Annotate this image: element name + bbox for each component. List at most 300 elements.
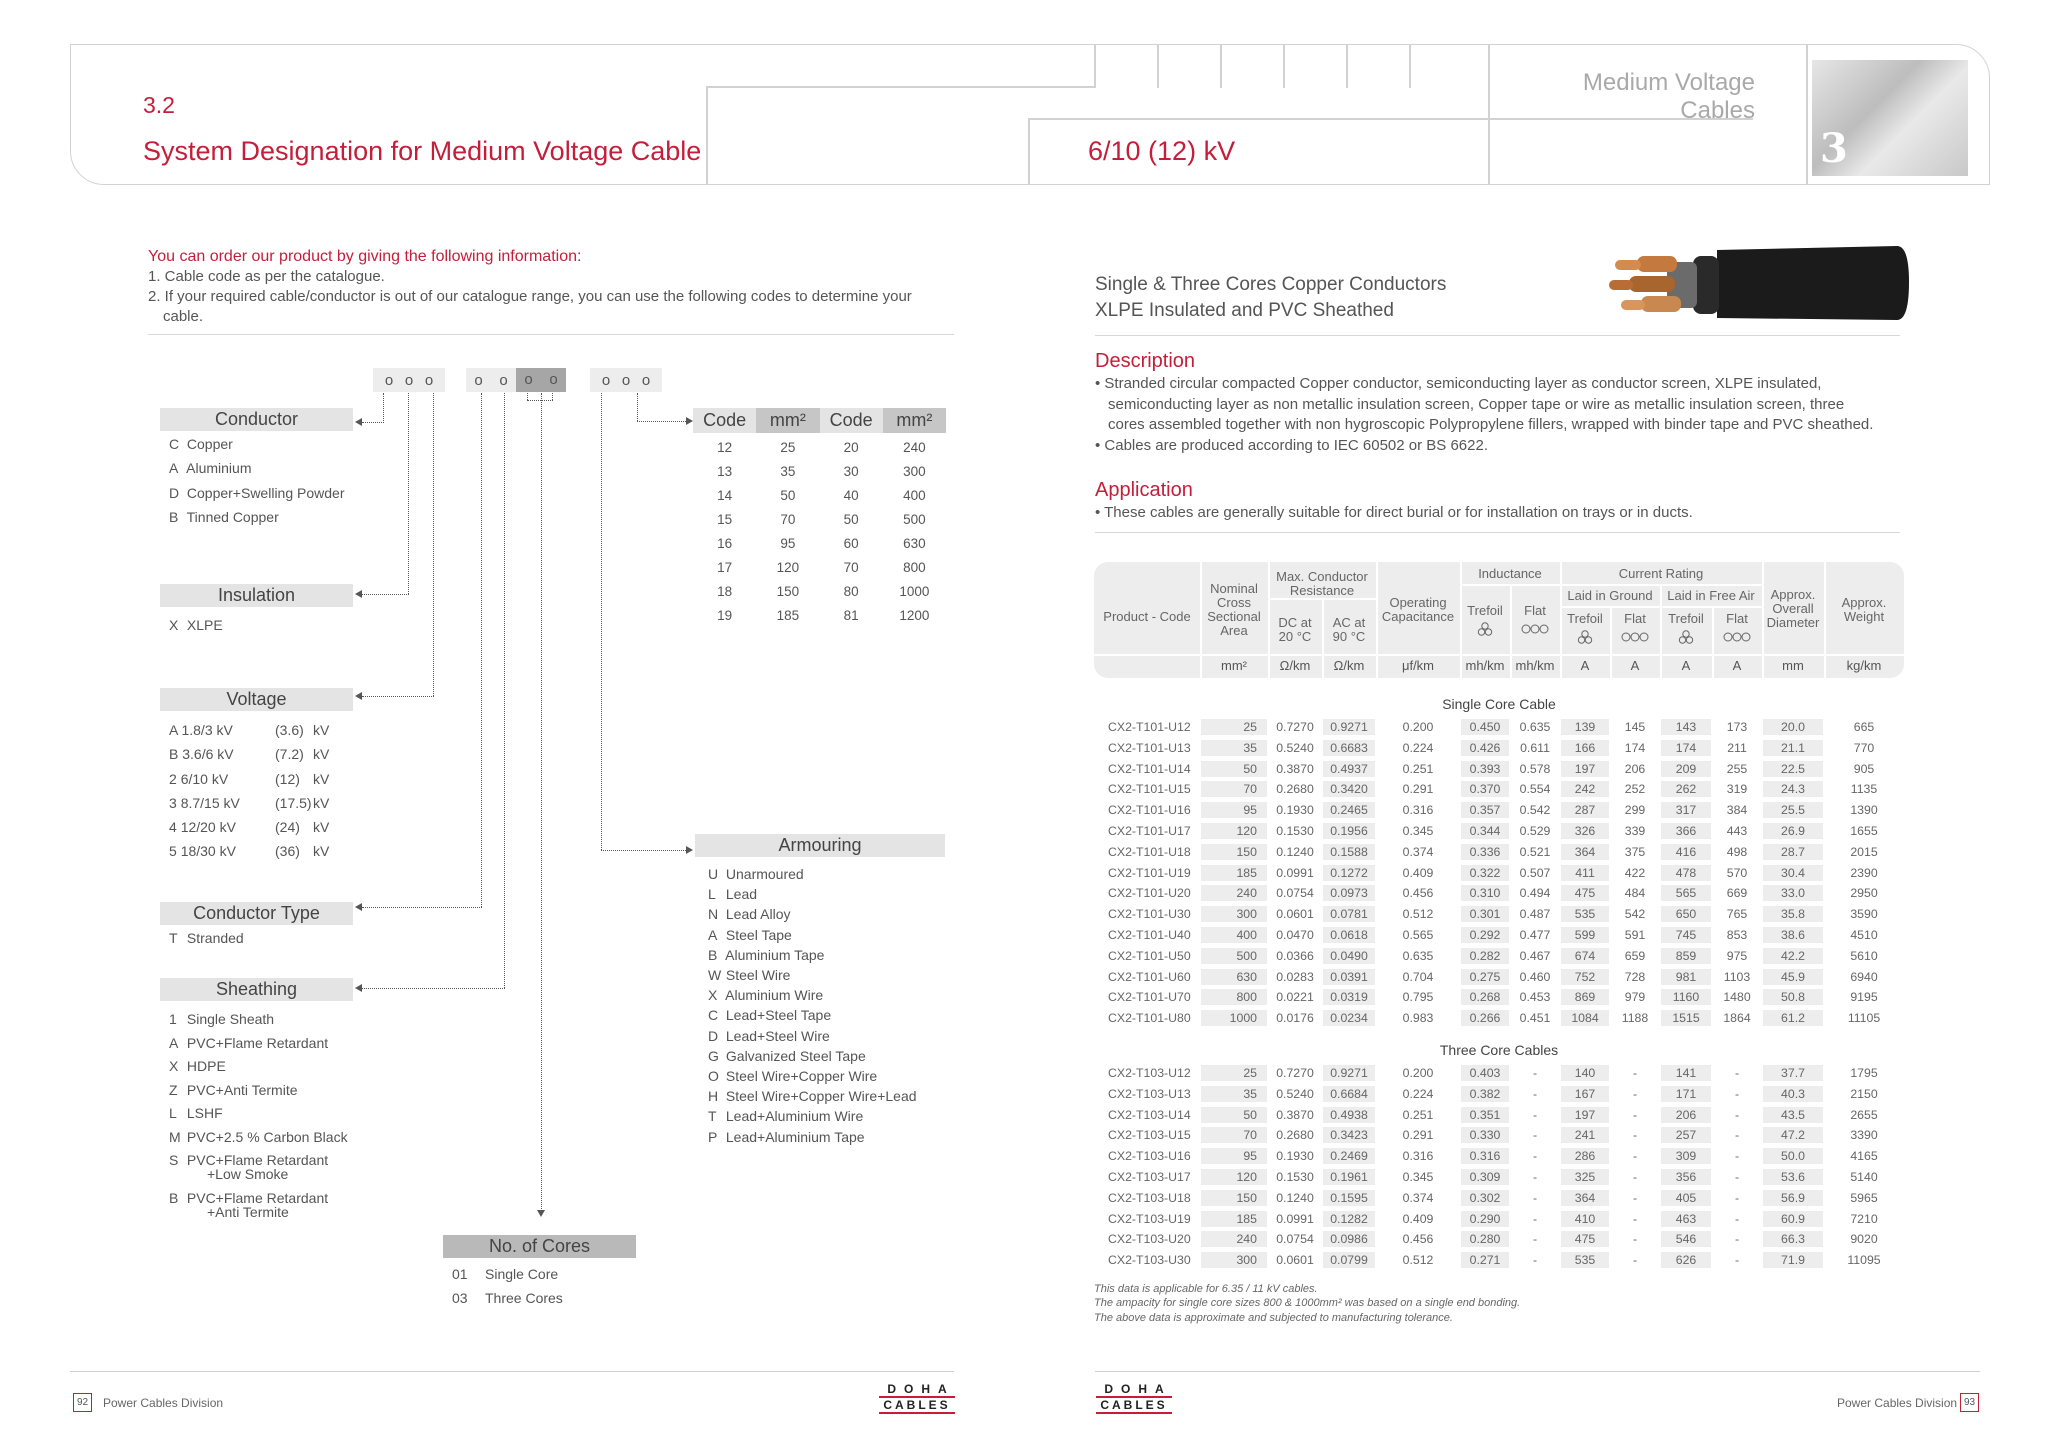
table-notes — [1094, 1282, 1520, 1325]
list-item — [708, 945, 917, 965]
flat-formation-icon — [1723, 632, 1751, 642]
table-cell: 141 — [1661, 1065, 1711, 1081]
table-cell: 0.282 — [1461, 948, 1509, 964]
unit-cell: A — [1681, 658, 1691, 673]
table-cell: 752 — [1561, 969, 1609, 985]
armouring-list — [708, 864, 917, 1147]
table-cell: CX2-T103-U12 — [1108, 1066, 1191, 1080]
table-cell: 422 — [1624, 865, 1646, 880]
list-item: 1 Single Sheath — [169, 1011, 275, 1027]
table-cell: CX2-T101-U17 — [1108, 824, 1191, 838]
header-current-rating: Current Rating — [1618, 566, 1704, 581]
table-cell: 364 — [1561, 844, 1609, 860]
table-cell: 0.266 — [1461, 1010, 1509, 1026]
trefoil-formation-icon — [1678, 630, 1694, 644]
table-row — [693, 532, 946, 556]
list-item-label: Lead+Aluminium Wire — [725, 1108, 864, 1125]
list-item-label: Lead Alloy — [725, 906, 791, 923]
unit-cell: μf/km — [1401, 658, 1435, 673]
table-cell: 405 — [1661, 1190, 1711, 1206]
table-cell: 0.529 — [1519, 824, 1551, 838]
header-flat: Flat — [1726, 611, 1748, 626]
table-cell: 384 — [1726, 803, 1748, 818]
table-cell: 185 — [1201, 865, 1267, 881]
table-cell: - — [1532, 1190, 1538, 1205]
table-cell: - — [1734, 1190, 1740, 1205]
order-instructions — [148, 247, 958, 327]
table-cell: 0.1588 — [1323, 844, 1375, 860]
table-cell: 206 — [1624, 761, 1646, 776]
cable-image — [1607, 242, 1909, 324]
list-item: C Copper — [169, 436, 233, 452]
table-cell: CX2-T101-U40 — [1108, 928, 1191, 942]
header-capacitance: Operating Capacitance — [1381, 595, 1455, 624]
table-cell: 0.1530 — [1276, 1170, 1314, 1184]
table-cell: 0.983 — [1402, 1011, 1434, 1026]
table-cell: 1160 — [1661, 989, 1711, 1005]
table-cell: 1000 — [1201, 1010, 1267, 1026]
table-cell: 0.512 — [1402, 907, 1434, 922]
description-heading: Description — [1095, 350, 1196, 372]
voltage-list — [169, 718, 329, 864]
header-cell: Code — [820, 408, 883, 433]
table-cell: 43.5 — [1763, 1107, 1823, 1123]
table-cell: CX2-T101-U19 — [1108, 865, 1191, 880]
table-cell: 0.0986 — [1323, 1231, 1375, 1247]
table-cell: 9020 — [1850, 1232, 1878, 1247]
table-row — [1094, 1127, 1904, 1148]
table-cell: 42.2 — [1763, 948, 1823, 964]
table-cell: 12 — [717, 440, 733, 455]
table-cell: 209 — [1661, 761, 1711, 777]
page-number-right: 93 — [1960, 1393, 1979, 1412]
table-cell: 319 — [1726, 782, 1748, 797]
table-cell: 0.310 — [1461, 885, 1509, 901]
header-rule — [1460, 584, 1762, 586]
list-item-code: U — [708, 866, 719, 882]
arrow-left-icon — [355, 418, 362, 426]
table-cell: - — [1734, 1066, 1740, 1080]
table-row — [1094, 1107, 1904, 1128]
list-item-code: H — [708, 1088, 719, 1105]
connector-line — [362, 422, 384, 423]
header-divider — [1028, 118, 1030, 185]
table-cell: 665 — [1853, 720, 1875, 734]
table-row — [693, 604, 946, 628]
table-cell: 252 — [1624, 782, 1646, 797]
arrow-right-icon — [686, 417, 693, 425]
table-cell: 0.0973 — [1323, 885, 1375, 901]
connector-line — [527, 393, 528, 400]
header-divider — [1220, 44, 1222, 88]
header-divider — [1346, 44, 1348, 88]
table-cell: 25 — [1201, 719, 1267, 735]
connector-line — [481, 393, 482, 907]
table-cell: 0.316 — [1402, 803, 1434, 818]
list-item — [708, 1086, 917, 1106]
table-cell: CX2-T101-U70 — [1108, 990, 1191, 1005]
table-cell: 61.2 — [1763, 1010, 1823, 1026]
table-cell: - — [1632, 1211, 1638, 1226]
separator — [1095, 335, 1900, 336]
table-cell: 1200 — [899, 608, 930, 623]
table-cell: 0.301 — [1461, 906, 1509, 922]
logo-text-bottom: CABLES — [879, 1396, 955, 1414]
unit-cell: mh/km — [1515, 658, 1555, 673]
table-cell: 410 — [1561, 1211, 1609, 1227]
intro-heading: You can order our product by giving the following information: — [148, 248, 582, 265]
table-cell: 0.494 — [1519, 886, 1551, 901]
table-cell: 669 — [1726, 886, 1748, 901]
table-row — [1094, 823, 1904, 844]
table-row — [693, 436, 946, 460]
table-cell: 356 — [1661, 1169, 1711, 1185]
table-cell: 14 — [717, 488, 733, 503]
product-title-line: XLPE Insulated and PVC Sheathed — [1095, 300, 1394, 321]
description-line: • Stranded circular compacted Copper conductor, semiconducting layer as conductor screen, XLPE insulated, — [1095, 375, 1822, 392]
conductor-type-list — [169, 926, 244, 950]
header-flat: Flat — [1624, 611, 1646, 626]
list-item — [708, 904, 917, 924]
list-item: 3 8.7/15 kV (17.5)kV — [169, 794, 330, 811]
table-cell: 95 — [780, 536, 796, 551]
list-item-label: Unarmoured — [725, 866, 804, 882]
table-cell: 71.9 — [1763, 1252, 1823, 1268]
table-cell: 0.507 — [1519, 865, 1551, 880]
table-cell: 325 — [1561, 1169, 1609, 1185]
connector-line — [362, 696, 434, 697]
table-row — [1094, 1086, 1904, 1107]
connector-line — [541, 393, 542, 1211]
table-cell: 0.292 — [1461, 927, 1509, 943]
table-row — [1094, 906, 1904, 927]
table-cell: 5140 — [1850, 1170, 1878, 1184]
list-item: A PVC+Flame Retardant — [169, 1034, 329, 1051]
table-cell: 80 — [843, 584, 859, 599]
table-cell: 45.9 — [1763, 969, 1823, 985]
table-cell: - — [1734, 1232, 1740, 1247]
table-cell: 0.487 — [1519, 907, 1551, 922]
table-cell: 0.0781 — [1323, 906, 1375, 922]
application-heading: Application — [1095, 479, 1193, 501]
footer-division-right: Power Cables Division — [1837, 1396, 1958, 1410]
table-cell: - — [1532, 1211, 1538, 1226]
table-cell: 139 — [1561, 719, 1609, 735]
header-dc-resistance: DC at 20 °C — [1278, 615, 1312, 644]
table-cell: 1655 — [1850, 824, 1878, 838]
table-cell: 300 — [1201, 1252, 1267, 1268]
table-cell: 0.0754 — [1276, 886, 1314, 901]
table-cell: 120 — [1201, 1169, 1267, 1185]
footer-rule — [1095, 1371, 1980, 1372]
header-inductance: Inductance — [1478, 566, 1542, 581]
code-slot: o — [516, 368, 541, 392]
table-cell: 167 — [1561, 1086, 1609, 1102]
table-cell: 905 — [1853, 761, 1875, 776]
table-cell: 475 — [1561, 885, 1609, 901]
table-cell: 0.5240 — [1276, 740, 1314, 755]
header-rule — [1094, 654, 1904, 656]
chapter-tab-number: 3 — [1820, 125, 1848, 172]
table-cell: 9195 — [1850, 990, 1878, 1005]
table-cell: 0.0754 — [1276, 1232, 1314, 1247]
application-text: • These cables are generally suitable for direct burial or for installation on trays or in ducts. — [1095, 504, 1693, 521]
table-cell: 0.521 — [1519, 844, 1551, 859]
table-cell: 5610 — [1850, 948, 1878, 963]
table-cell: 2655 — [1850, 1107, 1878, 1122]
table-cell: 869 — [1561, 989, 1609, 1005]
table-cell: 0.200 — [1402, 720, 1434, 734]
table-cell: 174 — [1661, 740, 1711, 756]
table-cell: 0.251 — [1402, 1107, 1434, 1122]
header-rule — [1268, 598, 1376, 600]
table-cell: 0.280 — [1461, 1231, 1509, 1247]
table-cell: 745 — [1661, 927, 1711, 943]
list-item-code: D — [708, 1027, 719, 1044]
table-cell: 659 — [1624, 948, 1646, 963]
table-cell: 0.426 — [1461, 740, 1509, 756]
unit-cell: mm — [1782, 658, 1804, 673]
table-cell: 95 — [1201, 802, 1267, 818]
table-cell: 853 — [1726, 928, 1748, 942]
connector-line — [362, 907, 482, 908]
table-cell: 3590 — [1850, 907, 1878, 922]
description-line: semiconducting layer as non metallic insulation screen, Copper tape or wire as metallic insulation screen, three — [1108, 395, 1845, 413]
table-cell: 4165 — [1850, 1149, 1878, 1164]
table-cell: - — [1632, 1107, 1638, 1122]
table-row — [1094, 1231, 1904, 1252]
table-cell: 0.542 — [1519, 803, 1551, 818]
list-item-code: T — [708, 1108, 717, 1125]
list-item-label: Steel Tape — [725, 926, 792, 943]
list-item-label: Lead — [725, 886, 758, 903]
table-cell: 173 — [1726, 720, 1748, 734]
table-cell: 0.0366 — [1276, 948, 1314, 963]
table-row — [1094, 719, 1904, 740]
table-row — [1094, 969, 1904, 990]
table-cell: - — [1632, 1066, 1638, 1080]
list-item: 5 18/30 kV (36) kV — [169, 843, 330, 860]
table-cell: 0.451 — [1519, 1011, 1551, 1026]
list-item — [708, 864, 917, 884]
table-cell: CX2-T101-U12 — [1108, 720, 1191, 734]
table-row — [1094, 1252, 1904, 1273]
table-cell: 50 — [780, 488, 796, 503]
code-box-group-2 — [466, 368, 566, 392]
code-slot: o — [541, 368, 566, 392]
table-cell: 0.6683 — [1323, 740, 1375, 756]
table-cell: 0.0391 — [1323, 969, 1375, 985]
units-row — [1094, 658, 1904, 676]
table-cell: 257 — [1661, 1127, 1711, 1143]
table-cell: 0.374 — [1402, 844, 1434, 859]
list-item-label: Lead+Aluminium Tape — [725, 1128, 865, 1145]
table-cell: 0.4938 — [1323, 1107, 1375, 1123]
table-cell: 0.635 — [1402, 948, 1434, 963]
table-cell: 40.3 — [1763, 1086, 1823, 1102]
table-cell: 70 — [780, 512, 796, 527]
table-cell: - — [1532, 1066, 1538, 1080]
description-text — [1095, 374, 1905, 456]
table-cell: 0.1530 — [1276, 824, 1314, 838]
table-cell: 0.9271 — [1323, 1065, 1375, 1081]
table-cell: 70 — [1201, 781, 1267, 797]
table-cell: 0.271 — [1461, 1252, 1509, 1268]
list-item: 03 Three Cores — [452, 1290, 563, 1307]
code-slot: o — [384, 371, 394, 389]
table-cell: 1188 — [1621, 1011, 1649, 1026]
table-cell: 0.6684 — [1323, 1086, 1375, 1102]
table-cell: 242 — [1561, 781, 1609, 797]
table-cell: 0.0601 — [1276, 907, 1314, 922]
table-cell: 0.370 — [1461, 781, 1509, 797]
table-row — [1094, 740, 1904, 761]
table-cell: 0.302 — [1461, 1190, 1509, 1206]
table-cell: 364 — [1561, 1190, 1609, 1206]
table-cell: 0.3870 — [1276, 1107, 1314, 1122]
arrow-left-icon — [355, 692, 362, 700]
table-cell: 240 — [903, 440, 926, 455]
header-laid-in-air: Laid in Free Air — [1667, 588, 1755, 603]
no-of-cores-list — [452, 1262, 563, 1311]
table-cell: 1864 — [1723, 1011, 1751, 1026]
list-item-label: Aluminium Tape — [725, 946, 825, 963]
table-row — [1094, 1169, 1904, 1190]
table-cell: 1795 — [1850, 1066, 1878, 1080]
table-cell: 0.1282 — [1323, 1211, 1375, 1227]
table-cell: 0.291 — [1402, 1128, 1434, 1143]
connector-line — [504, 393, 505, 988]
table-cell: 326 — [1561, 823, 1609, 839]
table-cell: 0.0283 — [1276, 969, 1314, 984]
footer-rule — [70, 1371, 954, 1372]
unit-cell: mm² — [1221, 658, 1247, 673]
arrow-left-icon — [355, 984, 362, 992]
arrow-right-icon — [686, 846, 693, 854]
three-core-title: Three Core Cables — [1439, 1042, 1559, 1058]
header-product-code: Product - Code — [1103, 609, 1191, 624]
header-flat: Flat — [1524, 603, 1546, 618]
table-cell: 171 — [1661, 1086, 1711, 1102]
header-diameter: Approx. Overall Diameter — [1766, 587, 1820, 630]
header-cell: mm² — [883, 408, 946, 433]
header-trefoil: Trefoil — [1567, 611, 1603, 626]
logo-text-bottom: CABLES — [1096, 1396, 1172, 1414]
conductor-size-table — [693, 408, 946, 628]
insulation-heading: Insulation — [160, 584, 353, 607]
table-cell: 0.290 — [1461, 1211, 1509, 1227]
table-cell: 0.635 — [1519, 720, 1551, 734]
list-item-label: Galvanized Steel Tape — [725, 1047, 866, 1064]
table-cell: 546 — [1661, 1231, 1711, 1247]
table-cell: 150 — [1201, 844, 1267, 860]
insulation-list — [169, 613, 223, 637]
connector-line — [637, 393, 638, 421]
table-row — [1094, 761, 1904, 782]
table-cell: 0.1272 — [1323, 865, 1375, 881]
single-core-title: Single Core Cable — [1442, 696, 1556, 712]
list-item — [708, 1106, 917, 1126]
table-cell: 0.403 — [1461, 1065, 1509, 1081]
table-cell: 975 — [1726, 948, 1748, 963]
table-cell: 0.467 — [1519, 948, 1551, 963]
logo-text-top: DOHA — [1104, 1382, 1172, 1396]
table-cell: 728 — [1624, 969, 1646, 984]
table-cell: 0.291 — [1402, 782, 1434, 797]
table-cell: 25.5 — [1763, 802, 1823, 818]
no-of-cores-heading: No. of Cores — [443, 1235, 636, 1258]
arrow-left-icon — [355, 903, 362, 911]
table-cell: 2015 — [1850, 844, 1878, 859]
table-cell: 626 — [1661, 1252, 1711, 1268]
table-cell: - — [1532, 1128, 1538, 1143]
table-cell: 0.450 — [1461, 719, 1509, 735]
table-cell: 0.275 — [1461, 969, 1509, 985]
table-cell: 0.2680 — [1276, 782, 1314, 797]
table-cell: 15 — [717, 512, 733, 527]
unit-cell: Ω/km — [1333, 658, 1365, 673]
table-cell: 0.0601 — [1276, 1253, 1314, 1268]
table-row — [1094, 1065, 1904, 1086]
table-cell: 0.460 — [1519, 969, 1551, 984]
table-cell: 443 — [1726, 824, 1748, 838]
table-cell: 400 — [1201, 927, 1267, 943]
code-box-group-1 — [373, 368, 445, 392]
connector-line — [362, 594, 409, 595]
table-cell: 0.7270 — [1276, 1066, 1314, 1080]
list-item: X XLPE — [169, 617, 223, 633]
intro-line: 2. If your required cable/conductor is out of our catalogue range, you can use the following codes to determine your — [148, 288, 912, 305]
table-cell: - — [1532, 1232, 1538, 1247]
list-item-code: G — [708, 1047, 719, 1064]
table-cell: 0.1240 — [1276, 844, 1314, 859]
table-cell: 484 — [1624, 886, 1646, 901]
table-cell: 0.345 — [1402, 824, 1434, 838]
table-cell: 650 — [1661, 906, 1711, 922]
table-cell: 1084 — [1561, 1010, 1609, 1026]
table-row — [693, 460, 946, 484]
table-row — [1094, 781, 1904, 802]
table-cell: 1480 — [1723, 990, 1751, 1005]
table-cell: 206 — [1661, 1107, 1711, 1123]
table-cell: 30.4 — [1763, 865, 1823, 881]
table-cell: 0.554 — [1519, 782, 1551, 797]
table-cell: 20.0 — [1763, 719, 1823, 735]
list-item-code: W — [708, 967, 722, 984]
table-cell: 674 — [1561, 948, 1609, 964]
table-cell: 5965 — [1850, 1190, 1878, 1205]
header-trefoil: Trefoil — [1467, 603, 1503, 618]
table-cell: 24.3 — [1763, 781, 1823, 797]
header-divider — [1094, 44, 1096, 88]
table-cell: 2950 — [1850, 886, 1878, 901]
table-cell: 981 — [1661, 969, 1711, 985]
table-cell: 0.0234 — [1323, 1010, 1375, 1026]
table-cell: 197 — [1561, 1107, 1609, 1123]
arrow-left-icon — [355, 590, 362, 598]
table-cell: 262 — [1661, 781, 1711, 797]
list-item-label: Aluminium Wire — [725, 987, 824, 1004]
table-cell: 150 — [1201, 1190, 1267, 1206]
table-cell: CX2-T101-U18 — [1108, 844, 1191, 859]
unit-cell: A — [1732, 658, 1742, 673]
table-cell: CX2-T103-U20 — [1108, 1232, 1191, 1247]
note-line: The above data is approximate and subjected to manufacturing tolerance. — [1094, 1311, 1453, 1324]
list-item-label: Steel Wire — [725, 967, 791, 984]
table-cell: 630 — [1201, 969, 1267, 985]
table-cell: - — [1632, 1086, 1638, 1101]
table-cell: 0.0490 — [1323, 948, 1375, 964]
